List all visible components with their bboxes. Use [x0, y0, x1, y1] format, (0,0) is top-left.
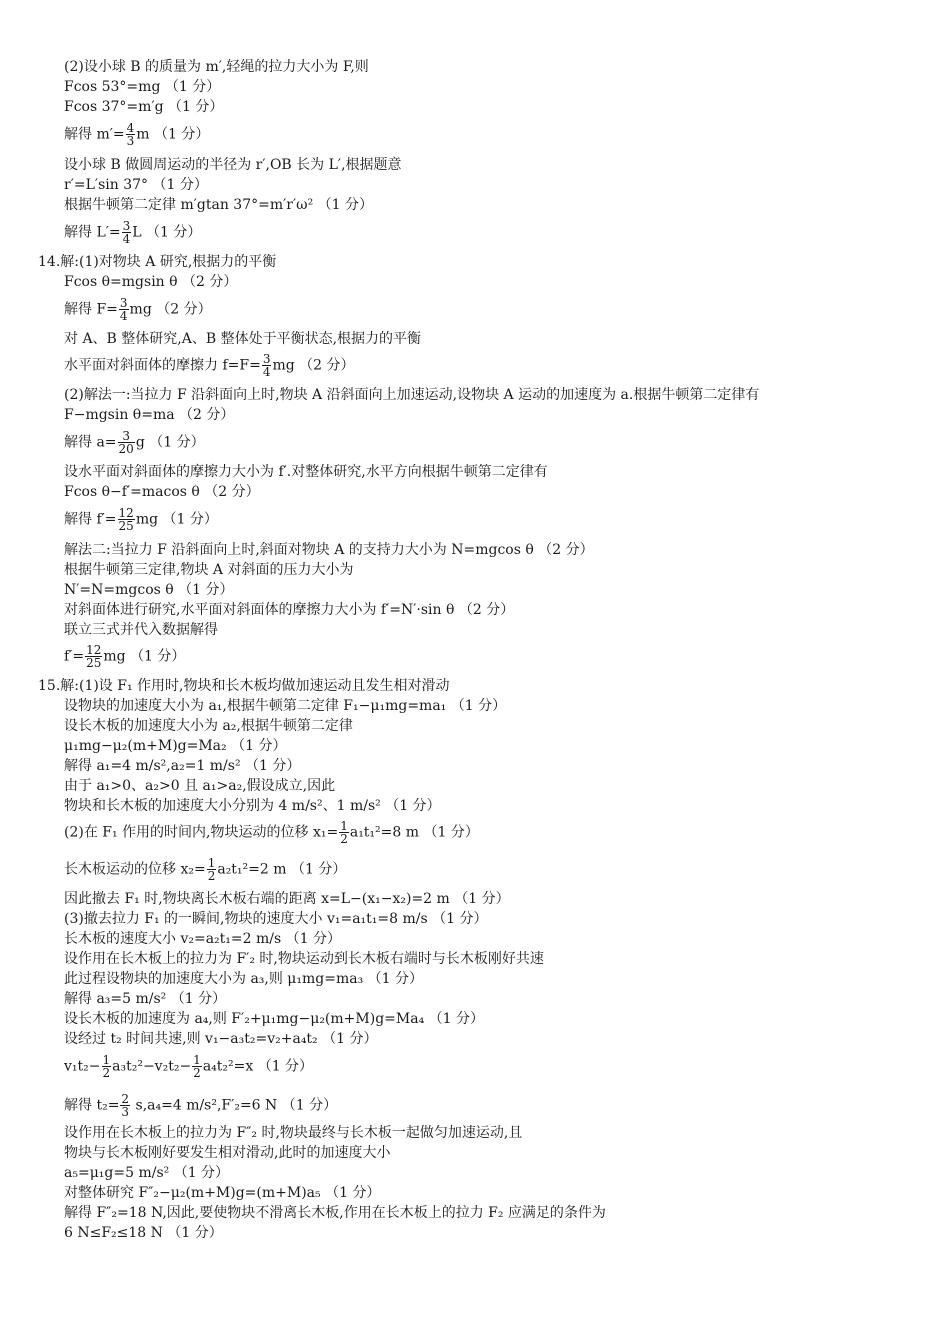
- problem-14-heading: 14.解:(1)对物块 A 研究,根据力的平衡: [38, 254, 277, 270]
- text-line: 6 N≤F₂≤18 N （1 分）: [64, 1225, 223, 1241]
- text-line: 解得 a₁=4 m/s²,a₂=1 m/s² （1 分）: [64, 758, 301, 774]
- formula-line: [64, 297, 212, 322]
- text-line: 设长木板的加速度为 a₄,则 F′₂+μ₁mg−μ₂(m+M)g=Ma₄ （1 分）: [64, 1011, 484, 1027]
- formula-prefix: 解得 a=: [64, 434, 117, 451]
- fraction-numerator: 3: [262, 352, 271, 366]
- fraction: [207, 857, 217, 882]
- text-line: Fcos 37°=m′g （1 分）: [64, 99, 224, 115]
- fraction-denominator: 20: [118, 442, 134, 456]
- formula-line: [64, 1093, 337, 1118]
- formula-prefix: 解得 L′=: [64, 224, 121, 241]
- fraction-numerator: 1: [207, 856, 216, 870]
- fraction-denominator: 2: [102, 1066, 111, 1080]
- fraction: [122, 220, 132, 245]
- formula-suffix: L （1 分）: [132, 224, 202, 241]
- formula-suffix: m （1 分）: [136, 126, 210, 143]
- text-line: 设经过 t₂ 时间共速,则 v₁−a₃t₂=v₂+a₄t₂ （1 分）: [64, 1031, 378, 1047]
- fraction-denominator: 2: [207, 869, 216, 883]
- fraction-denominator: 25: [118, 519, 134, 533]
- formula-line: [64, 857, 346, 882]
- formula-prefix: 水平面对斜面体的摩擦力 f=F=: [64, 357, 261, 374]
- fraction: [118, 507, 135, 532]
- text-line: 对整体研究 F″₂−μ₂(m+M)g=(m+M)a₅ （1 分）: [64, 1185, 381, 1201]
- fraction: [339, 820, 349, 845]
- text-line: 解法二:当拉力 F 沿斜面向上时,斜面对物块 A 的支持力大小为 N=mgcos θ （2 分）: [64, 542, 594, 558]
- fraction-denominator: 3: [126, 134, 135, 148]
- formula-suffix: a₄t₂²=x （1 分）: [202, 1058, 314, 1075]
- text-line: 物块与长木板刚好要发生相对滑动,此时的加速度大小: [64, 1145, 391, 1161]
- formula-prefix: 解得 f′=: [64, 511, 117, 528]
- text-line: 设作用在长木板上的拉力为 F′₂ 时,物块运动到长木板右端时与长木板刚好共速: [64, 951, 544, 967]
- fraction-denominator: 2: [340, 832, 348, 846]
- fraction-numerator: 1: [102, 1053, 111, 1067]
- text-line: 物块和长木板的加速度大小分别为 4 m/s²、1 m/s² （1 分）: [64, 798, 441, 814]
- text-line: (2)设小球 B 的质量为 m′,轻绳的拉力大小为 F,则: [64, 59, 369, 75]
- formula-line: [64, 507, 218, 532]
- formula-prefix: (2)在 F₁ 作用的时间内,物块运动的位移 x₁=: [64, 824, 339, 841]
- formula-line: [64, 122, 209, 147]
- text-line: 由于 a₁>0、a₂>0 且 a₁>a₂,假设成立,因此: [64, 778, 336, 794]
- fraction-numerator: 12: [118, 506, 134, 520]
- formula-suffix: mg （2 分）: [129, 301, 212, 318]
- fraction-denominator: 3: [121, 1105, 130, 1119]
- fraction-numerator: 4: [126, 121, 135, 135]
- text-line: 因此撤去 F₁ 时,物块离长木板右端的距离 x=L−(x₁−x₂)=2 m （1 分）: [64, 891, 510, 907]
- text-line: 设物块的加速度大小为 a₁,根据牛顿第二定律 F₁−μ₁mg=ma₁ （1 分）: [64, 698, 507, 714]
- text-line: Fcos θ−f′=macos θ （2 分）: [64, 484, 260, 500]
- text-line: 设作用在长木板上的拉力为 F″₂ 时,物块最终与长木板一起做匀加速运动,且: [64, 1125, 523, 1141]
- fraction: [118, 430, 135, 455]
- formula-line: [64, 353, 355, 378]
- text-line: 解得 a₃=5 m/s² （1 分）: [64, 991, 227, 1007]
- formula-prefix: 解得 m′=: [64, 126, 125, 143]
- text-line: Fcos 53°=mg （1 分）: [64, 79, 221, 95]
- fraction-numerator: 3: [118, 430, 135, 443]
- text-line: 根据牛顿第二定律 m′gtan 37°=m′r′ω² （1 分）: [64, 197, 374, 213]
- formula-suffix: a₂t₁²=2 m （1 分）: [217, 861, 347, 878]
- fraction: [126, 122, 136, 147]
- formula-suffix: mg （1 分）: [103, 648, 186, 665]
- text-line: 解得 F″₂=18 N,因此,要使物块不滑离长木板,作用在长木板上的拉力 F₂ 应满足的条件为: [64, 1205, 606, 1221]
- formula-line: [64, 220, 201, 245]
- fraction: [192, 1054, 202, 1079]
- fraction-numerator: 3: [122, 219, 131, 233]
- formula-prefix: 解得 t₂=: [64, 1097, 120, 1114]
- text-line: (2)解法一:当拉力 F 沿斜面向上时,物块 A 沿斜面向上加速运动,设物块 A 运动的加速度为 a.根据牛顿第二定律有: [64, 387, 760, 403]
- fraction-numerator: 3: [119, 296, 128, 310]
- formula-prefix: f′=: [64, 648, 85, 665]
- text-line: 对 A、B 整体研究,A、B 整体处于平衡状态,根据力的平衡: [64, 331, 422, 347]
- formula-prefix: 长木板运动的位移 x₂=: [64, 861, 206, 878]
- formula-prefix: v₁t₂−: [64, 1058, 101, 1075]
- text-line: F−mgsin θ=ma （2 分）: [64, 407, 235, 423]
- formula-line: [64, 820, 479, 845]
- text-line: 设小球 B 做圆周运动的半径为 r′,OB 长为 L′,根据题意: [64, 157, 402, 173]
- formula-suffix: s,a₄=4 m/s²,F′₂=6 N （1 分）: [131, 1097, 338, 1114]
- formula-suffix: mg （2 分）: [272, 357, 355, 374]
- fraction-numerator: 12: [86, 643, 102, 657]
- text-line: (3)撤去拉力 F₁ 的一瞬间,物块的速度大小 v₁=a₁t₁=8 m/s （1 分）: [64, 911, 488, 927]
- formula-line: [64, 644, 185, 669]
- fraction: [102, 1054, 112, 1079]
- formula-suffix: mg （1 分）: [135, 511, 218, 528]
- fraction: [119, 297, 129, 322]
- text-line: μ₁mg−μ₂(m+M)g=Ma₂ （1 分）: [64, 738, 287, 754]
- fraction-numerator: 1: [340, 819, 348, 833]
- text-line: Fcos θ=mgsin θ （2 分）: [64, 274, 238, 290]
- fraction-numerator: 1: [193, 1053, 201, 1067]
- text-line: 根据牛顿第三定律,物块 A 对斜面的压力大小为: [64, 562, 354, 578]
- fraction-denominator: 4: [122, 232, 131, 246]
- text-line: 长木板的速度大小 v₂=a₂t₁=2 m/s （1 分）: [64, 931, 341, 947]
- text-line: N′=N=mgcos θ （1 分）: [64, 582, 234, 598]
- fraction: [120, 1093, 130, 1118]
- text-line: 设长木板的加速度大小为 a₂,根据牛顿第二定律: [64, 718, 353, 734]
- formula-prefix: 解得 F=: [64, 301, 118, 318]
- text-line: 设水平面对斜面体的摩擦力大小为 f′.对整体研究,水平方向根据牛顿第二定律有: [64, 464, 548, 480]
- fraction-denominator: 2: [193, 1066, 201, 1080]
- formula-suffix: a₁t₁²=8 m （1 分）: [349, 824, 479, 841]
- text-line: 联立三式并代入数据解得: [64, 622, 218, 638]
- formula-suffix: g （1 分）: [135, 434, 205, 451]
- formula-line: [64, 430, 205, 455]
- formula-line: [64, 1054, 313, 1079]
- problem-15-heading: 15.解:(1)设 F₁ 作用时,物块和长木板均做加速运动且发生相对滑动: [38, 678, 450, 694]
- fraction: [85, 644, 102, 669]
- text-line: r′=L′sin 37° （1 分）: [64, 177, 208, 193]
- fraction-denominator: 4: [119, 309, 128, 323]
- text-line: 对斜面体进行研究,水平面对斜面体的摩擦力大小为 f′=N′·sin θ （2 分）: [64, 602, 515, 618]
- fraction: [262, 353, 272, 378]
- fraction-numerator: 2: [121, 1092, 130, 1106]
- formula-middle: a₃t₂²−v₂t₂−: [112, 1058, 192, 1075]
- fraction-denominator: 4: [262, 365, 271, 379]
- fraction-denominator: 25: [86, 656, 102, 670]
- text-line: a₅=μ₁g=5 m/s² （1 分）: [64, 1165, 230, 1181]
- text-line: 此过程设物块的加速度大小为 a₃,则 μ₁mg=ma₃ （1 分）: [64, 971, 424, 987]
